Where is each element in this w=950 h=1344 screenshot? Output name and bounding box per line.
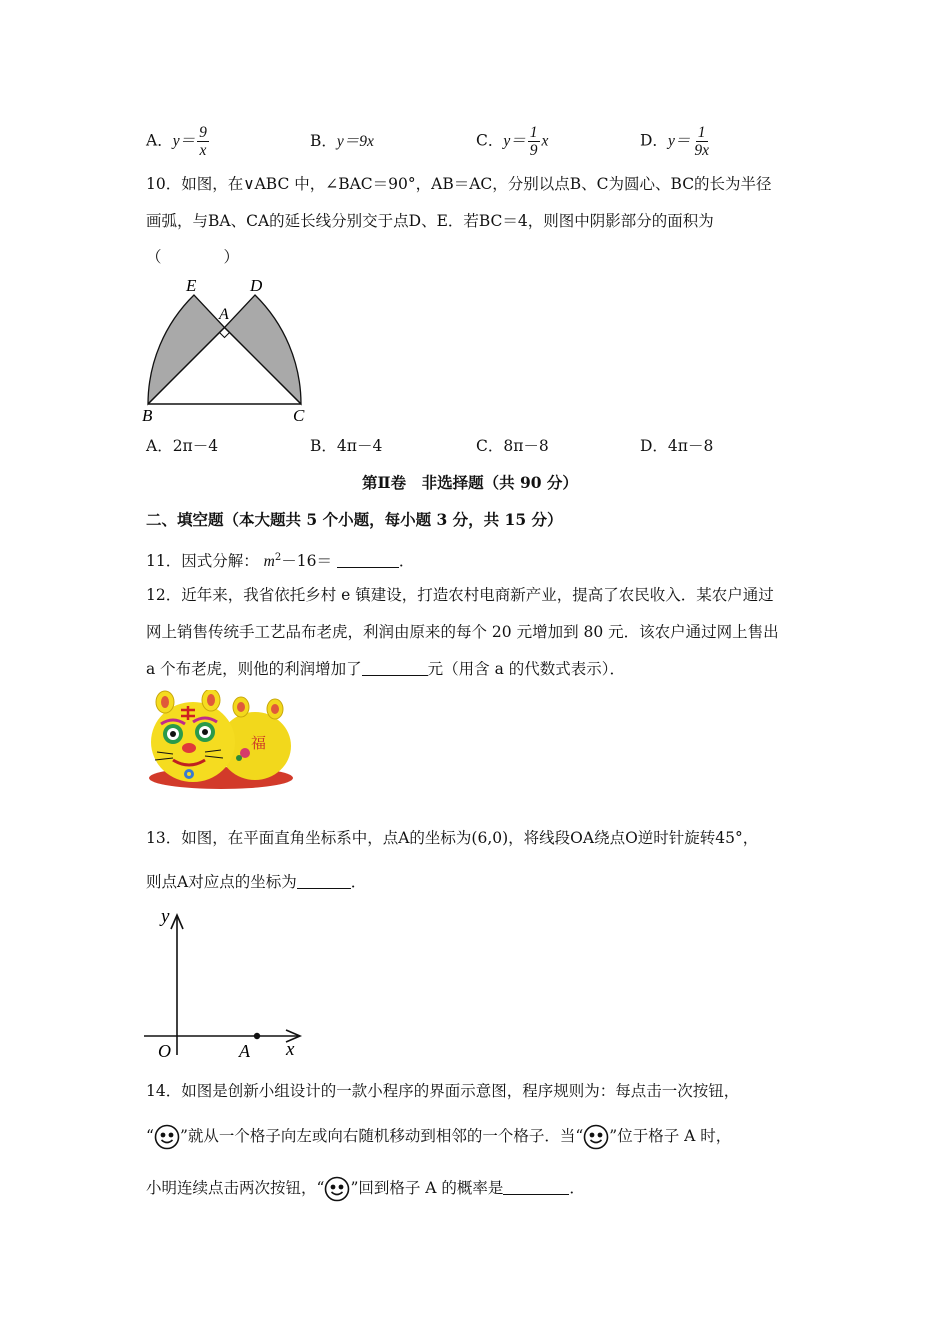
smiley-face-icon xyxy=(324,1176,350,1202)
q13-answer-blank[interactable] xyxy=(297,872,351,889)
q10-option-d: D．4π－8 xyxy=(640,437,714,455)
q10-line-3: （ ） xyxy=(146,248,240,266)
q13-line-1: 13．如图，在平面直角坐标系中，点A的坐标为(6,0)，将线段OA绕点O逆时针旋转45°， xyxy=(146,829,759,847)
q14-line-1: 14．如图是创新小组设计的一款小程序的界面示意图，程序规则为：每点击一次按钮， xyxy=(146,1082,740,1100)
origin-label: O xyxy=(158,1041,171,1061)
q10-figure xyxy=(138,276,318,424)
right-angle-marker xyxy=(220,333,230,338)
point-a xyxy=(254,1033,260,1039)
q10-option-a: A．2π－4 xyxy=(146,437,219,455)
q9-a-lhs: y＝ xyxy=(172,132,196,150)
q14-answer-blank[interactable] xyxy=(503,1178,569,1195)
label-e: E xyxy=(186,276,197,295)
right-shaded-region xyxy=(225,295,302,404)
q14-line-2: “ ”就从一个格子向左或向右随机移动到相邻的一个格子．当“ ”位于格子 A 时， xyxy=(146,1124,731,1150)
q9-option-c: C．y＝ $\frac{1}{9}$ x xyxy=(476,124,549,159)
q12-line-2: 网上销售传统手工艺品布老虎，利润由原来的每个 20 元增加到 80 元．该农户通过网上售出 xyxy=(146,623,779,641)
q11-answer-blank[interactable] xyxy=(337,551,399,568)
q13-coordinate-figure xyxy=(140,905,310,1065)
q9-d-fraction: $\frac{1}{9x}$ xyxy=(694,124,709,159)
smiley-face-icon xyxy=(583,1124,609,1150)
q13-line-2: 则点A对应点的坐标为 ． xyxy=(146,873,367,891)
q14-line-3: 小明连续点击两次按钮，“ ”回到格子 A 的概率是 ． xyxy=(146,1176,585,1202)
axis-x-label: x xyxy=(286,1039,295,1060)
tiger-fu-character: 福 xyxy=(251,734,267,752)
label-d: D xyxy=(250,276,263,295)
axis-y-label: y xyxy=(161,906,170,927)
q9-option-d: D．y＝ $\frac{1}{9x}$ xyxy=(640,124,709,159)
label-b: B xyxy=(142,406,153,424)
q10-line-2: 画弧，与BA、CA的延长线分别交于点D、E．若BC＝4，则图中阴影部分的面积为 xyxy=(146,212,714,230)
q12-line-1: 12．近年来，我省依托乡村 e 镇建设，打造农村电商新产业，提高了农民收入．某农户通过 xyxy=(146,586,774,604)
q9-c-fraction: $\frac{1}{9}$ xyxy=(529,124,538,159)
left-shaded-region xyxy=(148,295,225,404)
q12-answer-blank[interactable] xyxy=(362,659,428,676)
q9-option-b: B．y＝9x xyxy=(310,132,374,150)
label-c: C xyxy=(293,406,305,424)
q10-option-b: B．4π－4 xyxy=(310,437,383,455)
q12-line-3: a 个布老虎，则他的利润增加了 元（用含 a 的代数式表示）． xyxy=(146,660,626,678)
cloth-tiger-image xyxy=(143,690,293,792)
section-heading: 二、填空题（本大题共 5 个小题，每小题 3 分，共 15 分） xyxy=(146,510,563,529)
point-a-label: A xyxy=(239,1041,250,1061)
q9-option-a: A．y＝ $\frac{9}{x}$ xyxy=(146,124,207,159)
label-a: A xyxy=(219,306,229,323)
q10-line-1: 10．如图，在∨ABC 中，∠BAC＝90°，AB＝AC，分别以点B、C为圆心、BC的长为半径 xyxy=(146,175,772,193)
smiley-face-icon xyxy=(154,1124,180,1150)
q9-a-fraction: $\frac{9}{x}$ xyxy=(199,124,207,159)
section-title: 第Ⅱ卷 非选择题（共 90 分） xyxy=(362,473,578,492)
q11-line: 11．因式分解： $m^2-16=$ ． xyxy=(146,552,415,571)
q10-option-c: C．8π－8 xyxy=(476,437,549,455)
